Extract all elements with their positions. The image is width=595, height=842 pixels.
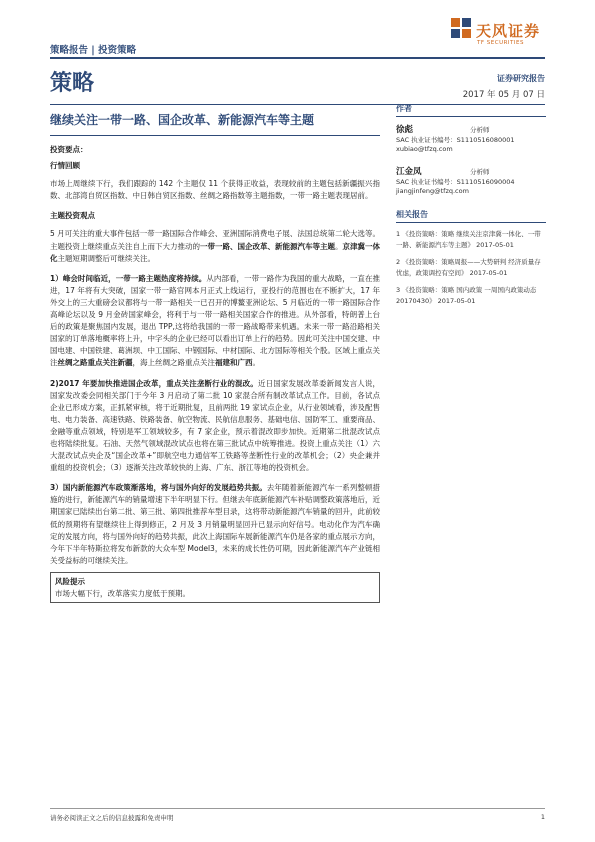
review-paragraph: 市场上周继续下行，我们跟踪的 142 个主题仅 11 个获得正收益，表现较前的主题包括新疆振兴指数、北部湾自贸区指数、中日韩自贸区指数、丝绸之路指数等主题指数，一带一路主题表现居前。 — [50, 179, 380, 201]
authors-heading: 作者 — [396, 103, 546, 117]
report-date: 2017 年 05 月 07 日 — [462, 90, 545, 100]
report-headline: 继续关注一带一路、国企改革、新能源汽车等主题 — [50, 113, 315, 127]
belt-road-paragraph: 1）峰会时间临近，一带一路主题热度将持续。从内部看，一带一路作为我国的重大战略，一直在推进，17 年将有大突破，国家一带一路官网本月正式上线运行，亚投行的范围也在不断扩大，17 年外交上的三大重磅会议都将与一带一路相关一已召开的博鳌亚洲论坛、5 月临近的一带一路国际合作高峰论坛以及 9 月金砖国家峰会，将利于与一带一路相关国家合作的推进。从外部看，特朗普上台后的政策是聚焦国内发展，退出 TPP,这将给我国的一带一路战略带来机遇。未来一带一路沿路相关国家的订单落地概率将上升，中字头的企业已经可以看出订单上行的趋势。因此可关注中国交建、中国电建、中国铁建、葛洲坝、中工国际、中钢国际、中材国际、北方国际等相关个股。区域上重点关注丝绸之路重点关注新疆，海上丝绸之路重点关注福建和广西。 — [50, 273, 381, 368]
report-type: 策略报告 | 投资策略 — [50, 45, 137, 56]
related-report-item[interactable]: 2 《投资策略：策略周报——大势研判 经济质量存忧虑，政策调控有空间》 2017-05-01 — [396, 258, 541, 277]
author-card — [396, 123, 546, 159]
footer-disclaimer: 请务必阅读正文之后的信息披露和免责申明 — [50, 814, 174, 822]
report-category: 策略 — [50, 71, 95, 96]
headline-rule — [50, 135, 380, 136]
author-name: 江金凤 — [396, 167, 422, 177]
author-role: 分析师 — [470, 168, 490, 176]
soe-reform-paragraph: 2)2017 年要加快推进国企改革，重点关注垄断行业的混改。近日国家发展改革委新闻发言人说，国家发改委会同相关部门于今年 3 月启动了第二批 10 家混合所有制改革试点工作。目前，各试点企业已形成方案，正抓紧审核，将于近期批复，且前两批 19 家试点企业，从行业领域看，涉及配售电、电力装备、高速铁路、铁路装备、航空物流、民航信息服务、基础电信、国防军工、重要商品、金融等重点领域，特别是军工领域较多，有 7 家企业，预示着混改即步加快。近期第二批混改试点也将陆续批复。石油、天然气领域混改试点也将在第三批试点中统筹推进。投资上重点关注（1）六大混改试点央企及“国企改革+”即航空电力通信军工铁路等垄断性行业的改革机会；（2）央企兼并重组的投资机会；（3）逐渐关注改革较快的上海、广东、浙江等地的投资机会。 — [50, 378, 380, 473]
brand-name: 天风证券 — [476, 22, 541, 40]
tf-securities-logo — [451, 18, 561, 52]
nev-paragraph: 3）国内新能源汽车政策渐落地，将与国外向好的发展趋势共振。去年随着新能源汽车一系列整顿措施的进行，新能源汽车的销量增速下半年明显下行。但继去年底新能源汽车补贴调整政策落地后，近期国家已陆续出台第二批、第三批、第四批推荐车型目录，这将带动新能源汽车销量的回升，此前较低的预期将有望继续往上得到修正，2 月及 3 月销量明显回升已显示向好信号。电动化作为汽车确定的发展方向，将与国外向好的趋势共振，此次上海国际车展新能源汽车仍是各家的重点展示方向，今年下半年特斯拉将发布新款的大众车型 Model3，未来的成长性仍可期，因此新能源汽车产业链相关受益标的可继续关注。 — [50, 483, 381, 565]
author-email[interactable]: xubiao@tfzq.com — [396, 145, 453, 153]
author-name: 徐彪 — [396, 125, 414, 135]
page-number: 1 — [540, 813, 545, 821]
report-series: 证券研究报告 — [497, 74, 545, 83]
header-rule — [50, 57, 545, 59]
risk-box — [50, 572, 380, 603]
author-card — [396, 165, 546, 201]
related-reports-heading: 相关报告 — [396, 209, 546, 223]
risk-text: 市场大幅下行，改革落实力度低于预期。 — [55, 589, 190, 598]
view-paragraph: 5 月可关注的重大事件包括一带一路国际合作峰会、亚洲国际消费电子展、法国总统第二轮大选等。主题投资上继续重点关注自上而下大力推动的一带一路、国企改革、新能源汽车等主题。京津冀一体化主题短期调整后可继续关注。 — [50, 229, 380, 263]
main-column — [50, 144, 380, 603]
author-sac: SAC 执业证书编号：S1110516080001 — [396, 136, 515, 144]
brand-name-en: TF SECURITIES — [477, 40, 524, 46]
view-heading: 主题投资观点 — [50, 211, 95, 221]
sidebar — [396, 99, 546, 307]
logo-mark-icon — [451, 18, 473, 40]
author-sac: SAC 执业证书编号：S1110516090004 — [396, 178, 515, 186]
author-role: 分析师 — [470, 126, 490, 134]
risk-heading: 风险提示 — [55, 576, 85, 586]
footer-rule — [50, 808, 545, 809]
related-report-item[interactable]: 1 《投资策略：策略 继续关注京津冀一体化、一带一路、新能源汽车等主题》 2017-05-01 — [396, 230, 541, 249]
review-heading: 行情回顾 — [50, 161, 80, 171]
author-email[interactable]: jiangjinfeng@tfzq.com — [396, 187, 469, 195]
investment-points-heading: 投资要点： — [50, 145, 88, 154]
related-report-item[interactable]: 3 《投资策略：策略 国内政策 一周国内政策动态 20170430》 2017-05-01 — [396, 286, 537, 305]
